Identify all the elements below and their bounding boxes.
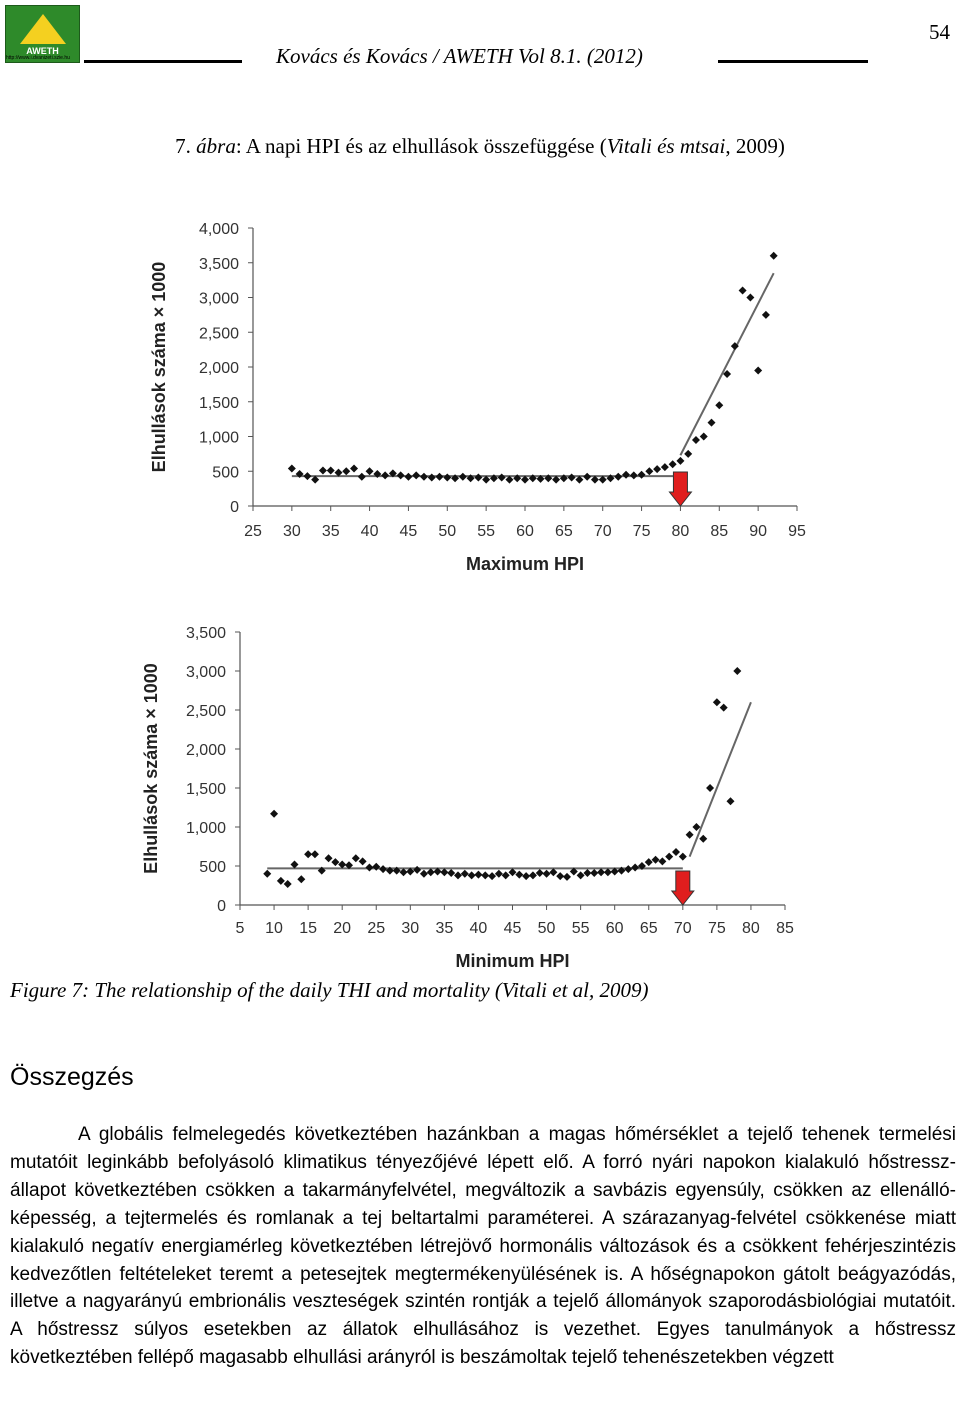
y-tick-label: 2,000	[185, 742, 226, 759]
data-point	[447, 869, 455, 877]
y-tick-label: 1,500	[185, 781, 226, 798]
data-point	[679, 853, 687, 861]
data-point	[754, 366, 762, 374]
data-point	[762, 311, 770, 319]
data-point	[412, 471, 420, 479]
data-point	[327, 467, 335, 475]
data-point	[568, 474, 576, 482]
x-tick-label: 30	[282, 523, 301, 540]
data-point	[443, 474, 451, 482]
data-point	[692, 436, 700, 444]
data-point	[358, 473, 366, 481]
data-point	[468, 871, 476, 879]
data-point	[630, 471, 638, 479]
data-point	[284, 880, 292, 888]
x-tick-label: 50	[438, 523, 457, 540]
x-axis-title: Maximum HPI	[465, 554, 585, 574]
data-point	[366, 467, 374, 475]
data-point	[498, 474, 506, 482]
data-point	[325, 854, 333, 862]
caption-authors: Vitali és mtsai	[606, 134, 726, 158]
data-point	[350, 464, 358, 472]
data-point	[454, 871, 462, 879]
x-tick-label: 65	[554, 523, 573, 540]
data-point	[359, 857, 367, 865]
chart-maximum-hpi	[0, 210, 960, 580]
y-axis-title: Elhullások száma × 1000	[141, 663, 161, 874]
caption-suffix: , 2009)	[725, 134, 785, 158]
caption-prefix: 7.	[175, 134, 197, 158]
data-point	[436, 473, 444, 481]
x-tick-label: 85	[710, 523, 729, 540]
y-tick-label: 4,000	[198, 221, 239, 238]
data-point	[529, 871, 537, 879]
data-point	[277, 877, 285, 885]
data-point	[665, 853, 673, 861]
data-point	[488, 872, 496, 880]
x-tick-label: 75	[632, 523, 651, 540]
x-tick-label: 55	[477, 523, 496, 540]
data-point	[311, 850, 319, 858]
data-point	[638, 471, 646, 479]
threshold-arrow-icon	[672, 871, 694, 905]
data-point	[263, 870, 271, 878]
data-point	[474, 871, 482, 879]
data-point	[700, 433, 708, 441]
data-point	[381, 471, 389, 479]
data-point	[331, 858, 339, 866]
data-point	[583, 869, 591, 877]
data-point	[556, 872, 564, 880]
data-point	[522, 872, 530, 880]
y-tick-label: 2,500	[198, 325, 239, 343]
x-tick-label: 5	[235, 920, 245, 937]
page-number: 54	[929, 20, 950, 44]
data-point	[645, 467, 653, 475]
logo-text: AWETH	[26, 46, 59, 56]
data-point	[413, 866, 421, 874]
data-point	[645, 858, 653, 866]
data-point	[536, 869, 544, 877]
data-point	[708, 419, 716, 427]
data-point	[543, 870, 551, 878]
data-point	[727, 797, 735, 805]
y-tick-label: 3,000	[198, 290, 239, 308]
data-point	[652, 856, 660, 864]
header-rule-right	[718, 60, 868, 63]
data-point	[428, 474, 436, 482]
y-tick-label: 0	[217, 898, 226, 915]
data-point	[440, 868, 448, 876]
data-point	[597, 868, 605, 876]
x-tick-label: 65	[639, 920, 658, 937]
data-point	[720, 704, 728, 712]
logo-url: http://www.i.dvanizeti.szie.hu	[6, 55, 70, 61]
data-point	[481, 871, 489, 879]
data-point	[338, 860, 346, 868]
journal-title: Kovács és Kovács / AWETH Vol 8.1. (2012)	[276, 44, 643, 68]
data-point	[319, 467, 327, 475]
x-tick-label: 85	[776, 920, 794, 937]
y-tick-label: 3,500	[185, 625, 226, 642]
figure-caption-hu	[0, 134, 960, 159]
data-point	[563, 873, 571, 881]
x-tick-label: 45	[399, 523, 418, 540]
x-tick-label: 30	[401, 920, 420, 937]
data-point	[624, 865, 632, 873]
x-tick-label: 20	[333, 920, 352, 937]
y-tick-label: 500	[199, 859, 226, 876]
data-point	[653, 465, 661, 473]
data-point	[420, 870, 428, 878]
data-point	[658, 857, 666, 865]
header-rule-left	[84, 60, 242, 63]
data-point	[297, 875, 305, 883]
caption-abra: ábra	[196, 134, 236, 158]
x-tick-label: 95	[788, 523, 806, 540]
data-point	[420, 473, 428, 481]
data-point	[427, 868, 435, 876]
logo-triangle-icon	[20, 14, 66, 44]
y-tick-label: 3,000	[185, 664, 226, 681]
data-point	[291, 860, 299, 868]
data-point	[706, 784, 714, 792]
y-tick-label: 2,000	[198, 360, 239, 377]
x-tick-label: 40	[469, 920, 488, 937]
data-point	[549, 868, 557, 876]
data-point	[676, 457, 684, 465]
data-point	[515, 871, 523, 879]
x-tick-label: 80	[671, 523, 690, 540]
y-tick-label: 1,000	[198, 429, 239, 447]
data-point	[509, 868, 517, 876]
data-point	[604, 868, 612, 876]
data-point	[400, 868, 408, 876]
x-tick-label: 90	[749, 523, 768, 540]
x-tick-label: 40	[360, 523, 379, 540]
data-point	[495, 870, 503, 878]
x-tick-label: 10	[265, 920, 283, 937]
x-tick-label: 25	[244, 523, 262, 540]
data-point	[474, 474, 482, 482]
data-point	[288, 464, 296, 472]
x-tick-label: 60	[516, 523, 534, 540]
data-point	[404, 473, 412, 481]
data-point	[661, 463, 669, 471]
y-tick-label: 0	[230, 499, 239, 516]
data-point	[746, 294, 754, 302]
data-point	[372, 863, 380, 871]
caption-en-figure: Figure 7:	[10, 978, 90, 1002]
x-tick-label: 70	[593, 523, 612, 540]
y-tick-label: 500	[212, 464, 239, 482]
x-axis-title: Minimum HPI	[455, 951, 570, 971]
data-point	[379, 865, 387, 873]
y-tick-label: 2,500	[185, 703, 226, 720]
data-point	[684, 450, 692, 458]
figure-caption-en	[10, 978, 649, 1003]
x-tick-label: 75	[707, 920, 726, 937]
data-point	[713, 698, 721, 706]
data-point	[739, 287, 747, 295]
data-point	[770, 252, 778, 260]
data-point	[590, 869, 598, 877]
x-tick-label: 60	[605, 920, 624, 937]
caption-en-text: The relationship of the daily THI and mortality (Vitali et al, 2009)	[89, 978, 649, 1002]
data-point	[461, 870, 469, 878]
data-point	[577, 871, 585, 879]
caption-middle: : A napi HPI és az elhullások összefüggése (	[235, 134, 607, 158]
x-tick-label: 80	[742, 920, 760, 937]
body-paragraph: A globális felmelegedés következtében hazánkban a magas hőmérséklet a tejelő tehenek termelési mutatóit leginkább befolyásoló klimatikus tényezőjévé lépett elő. A forró nyári napokon kialakuló hőstressz-állapot következtében csökken a takarmányfelvétel, megváltozik a savbázis egyensúly, csökken az ellenálló-képesség, a tejtermelés és romlanak a tej beltartalmi paraméterei. A szárazanyag-felvétel csökkenése miatt kialakuló negatív energiamérleg következtében létrejövő hormonális változások és a csökkent fehérjeszintézis kedvezőtlen feltételeket teremt a petesejtek megtermékenyülésének is. A hőségnapokon gátolt beágyazódás, illetve a nagyarányú embrionális veszteségek szintén rontják a tejelő állományok szaporodásbiológiai mutatóit. A hőstressz súlyos esetekben az állatok elhullásához is vezethet. Egyes tanulmányok a hőstressz következtében fellépő magasabb elhullási arányról is beszámoltak tejelő tehenészetekben végzett	[10, 1124, 956, 1369]
x-tick-label: 35	[321, 523, 340, 540]
x-tick-label: 35	[435, 920, 454, 937]
data-point	[304, 850, 312, 858]
data-point	[397, 471, 405, 479]
data-point	[352, 854, 360, 862]
x-tick-label: 70	[673, 920, 692, 937]
data-point	[622, 471, 630, 479]
x-tick-label: 50	[537, 920, 556, 937]
data-point	[459, 473, 467, 481]
trend-line	[690, 702, 751, 856]
x-tick-label: 55	[571, 920, 590, 937]
section-title: Összegzés	[10, 1063, 134, 1091]
data-point	[502, 871, 510, 879]
data-point	[631, 864, 639, 872]
data-point	[303, 472, 311, 480]
data-point	[583, 473, 591, 481]
data-point	[699, 835, 707, 843]
data-point	[669, 460, 677, 468]
data-point	[686, 831, 694, 839]
data-point	[614, 473, 622, 481]
y-tick-label: 1,500	[198, 394, 239, 412]
x-tick-label: 15	[299, 920, 318, 937]
trend-line	[680, 273, 773, 455]
data-point	[270, 810, 278, 818]
x-tick-label: 25	[367, 920, 386, 937]
data-point	[672, 848, 680, 856]
y-axis-title: Elhullások száma × 1000	[149, 261, 169, 473]
data-point	[715, 401, 723, 409]
data-point	[365, 864, 373, 872]
chart-minimum-hpi	[0, 615, 960, 975]
data-point	[733, 667, 741, 675]
x-tick-label: 45	[503, 920, 522, 937]
y-tick-label: 3,500	[198, 255, 239, 273]
y-tick-label: 1,000	[185, 820, 226, 837]
data-point	[342, 467, 350, 475]
